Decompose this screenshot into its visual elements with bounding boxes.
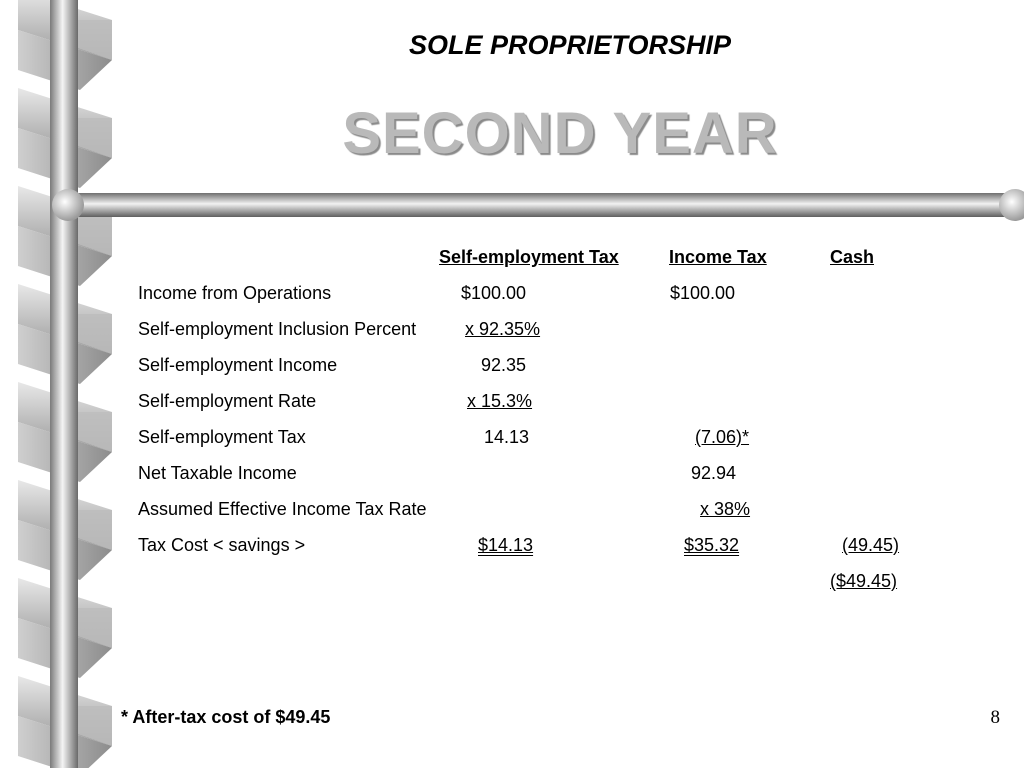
row-label: Self-employment Income bbox=[138, 355, 338, 375]
se-tax-value: x 15.3% bbox=[467, 391, 533, 411]
row-label: Self-employment Inclusion Percent bbox=[138, 319, 417, 339]
se-tax-value: $100.00 bbox=[461, 283, 527, 303]
row-label: Self-employment Tax bbox=[138, 427, 306, 447]
se-tax-value: 92.35 bbox=[481, 355, 527, 375]
column-header-cash: Cash bbox=[830, 247, 875, 267]
cash-total: ($49.45) bbox=[830, 571, 898, 591]
row-label: Income from Operations bbox=[138, 283, 332, 303]
row-label: Assumed Effective Income Tax Rate bbox=[138, 499, 427, 519]
column-header-se-tax: Self-employment Tax bbox=[439, 247, 619, 267]
income-tax-total: $35.32 bbox=[684, 535, 740, 555]
se-tax-total: $14.13 bbox=[478, 535, 534, 555]
footnote: * After-tax cost of $49.45 bbox=[121, 707, 331, 727]
page-number: 8 bbox=[990, 707, 1000, 728]
slide-title: SOLE PROPRIETORSHIP bbox=[408, 30, 732, 60]
income-tax-value: (7.06)* bbox=[695, 427, 750, 447]
income-tax-value: x 38% bbox=[700, 499, 751, 519]
row-label: Self-employment Rate bbox=[138, 391, 317, 411]
se-tax-value: x 92.35% bbox=[465, 319, 541, 339]
income-tax-value: $100.00 bbox=[670, 283, 736, 303]
income-tax-value: 92.94 bbox=[691, 463, 737, 483]
column-header-income-tax: Income Tax bbox=[669, 247, 767, 267]
cash-value: (49.45) bbox=[842, 535, 900, 555]
row-label: Net Taxable Income bbox=[138, 463, 297, 483]
row-label: Tax Cost < savings > bbox=[138, 535, 306, 555]
se-tax-value: 14.13 bbox=[484, 427, 530, 447]
title-divider-bar bbox=[50, 187, 1024, 223]
slide-subtitle: SECOND YEAR bbox=[342, 101, 778, 166]
decorative-ribbon-column bbox=[0, 0, 115, 768]
